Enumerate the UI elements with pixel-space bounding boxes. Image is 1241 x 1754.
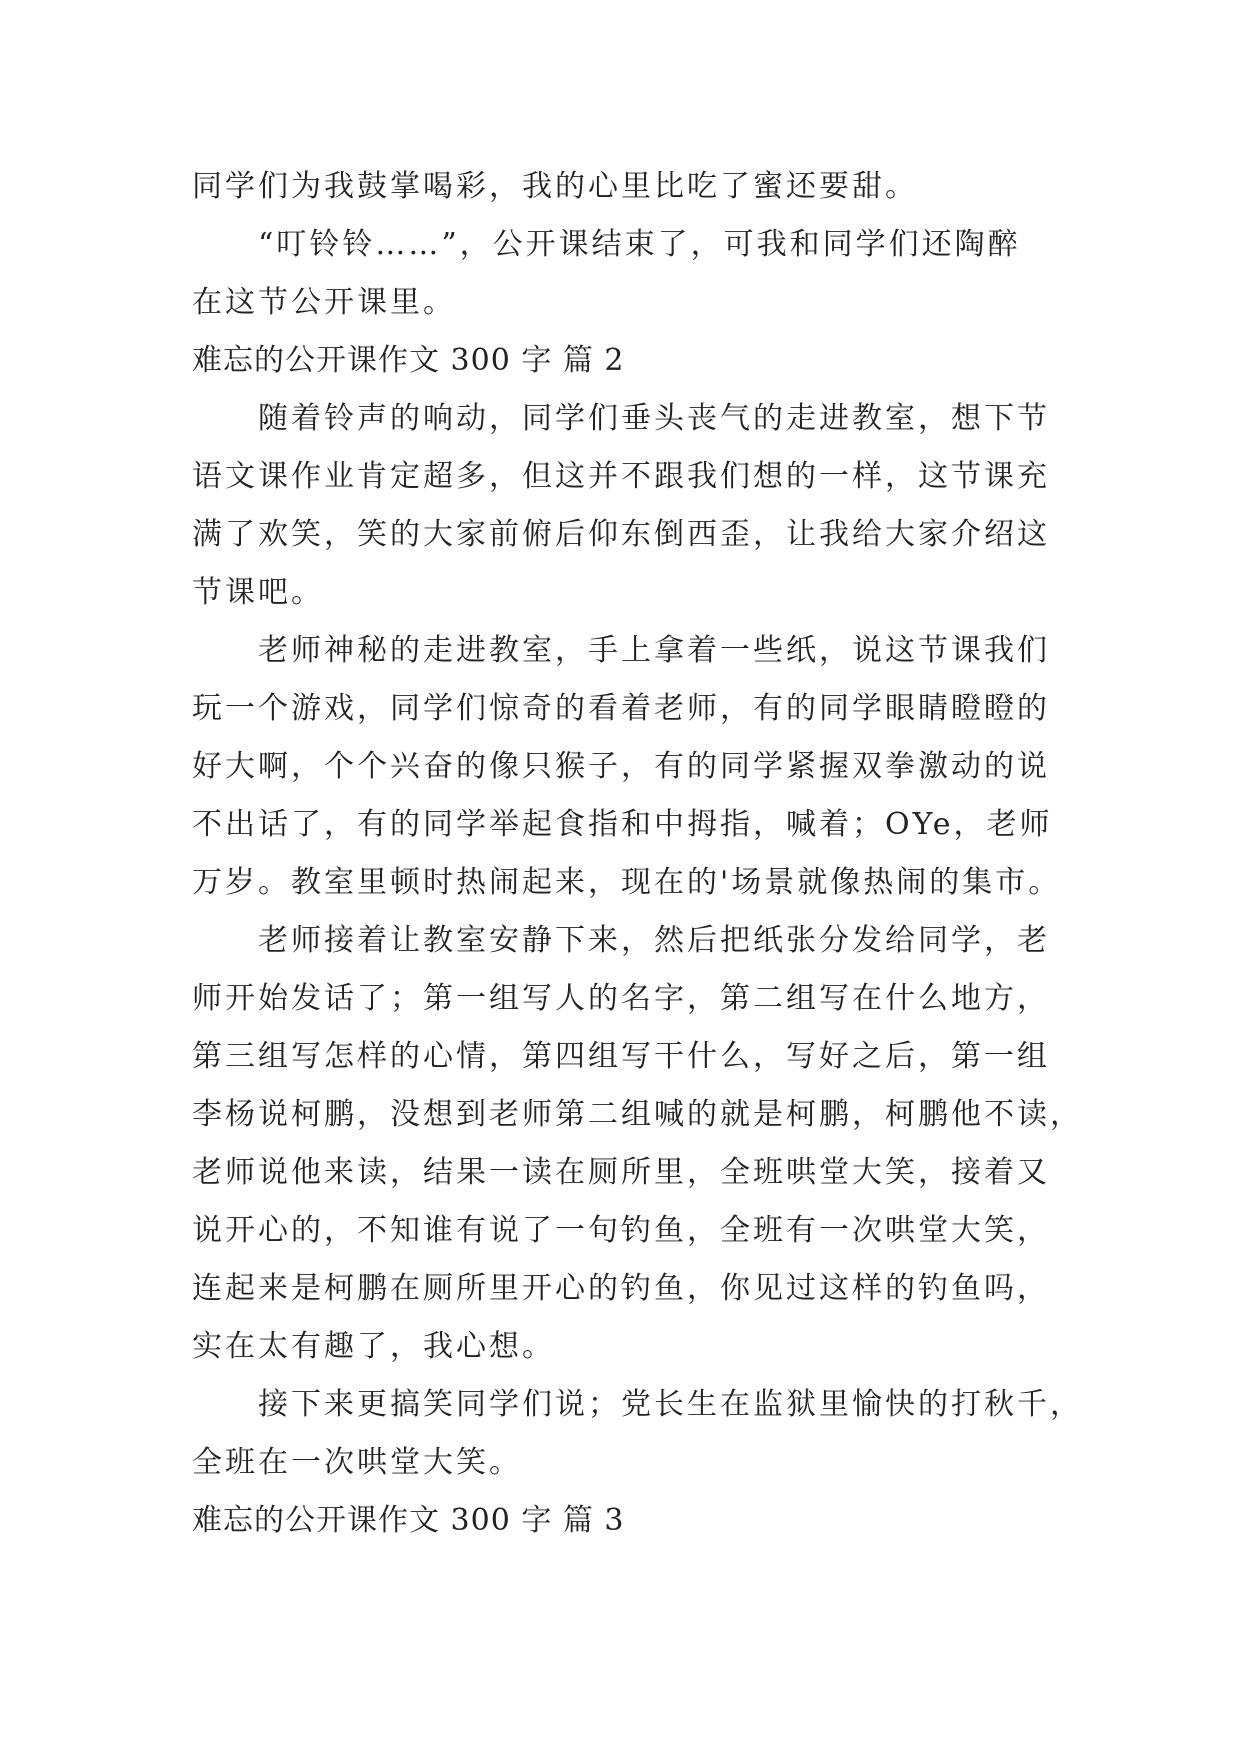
paragraph-line: 接下来更搞笑同学们说；党长生在监狱里愉快的打秋千， xyxy=(258,1387,1083,1422)
paragraph-line: 说开心的，不知谁有说了一句钓鱼，全班有一次哄堂大笑， xyxy=(192,1213,1050,1248)
paragraph-line: 第三组写怎样的心情，第四组写干什么，写好之后，第一组 xyxy=(192,1039,1050,1074)
paragraph-line: 实在太有趣了，我心想。 xyxy=(192,1329,555,1364)
paragraph-line: 老师神秘的走进教室，手上拿着一些纸，说这节课我们 xyxy=(258,633,1050,668)
paragraph-line: 节课吧。 xyxy=(192,575,324,610)
paragraph-line: 好大啊，个个兴奋的像只猴子，有的同学紧握双拳激动的说 xyxy=(192,749,1050,784)
paragraph-line: 在这节公开课里。 xyxy=(192,285,456,320)
paragraph-line: 李杨说柯鹏，没想到老师第二组喊的就是柯鹏，柯鹏他不读， xyxy=(192,1097,1083,1132)
section-heading: 难忘的公开课作文 300 字 篇 3 xyxy=(192,1503,625,1538)
paragraph-line: 随着铃声的响动，同学们垂头丧气的走进教室，想下节 xyxy=(258,401,1050,436)
paragraph-line: 万岁。教室里顿时热闹起来，现在的'场景就像热闹的集市。 xyxy=(192,865,1062,900)
paragraph-line: “叮铃铃……”，公开课结束了，可我和同学们还陶醉 xyxy=(258,227,1021,262)
paragraph-line: 全班在一次哄堂大笑。 xyxy=(192,1445,522,1480)
paragraph-line: 玩一个游戏，同学们惊奇的看着老师，有的同学眼睛瞪瞪的 xyxy=(192,691,1050,726)
paragraph-line: 老师接着让教室安静下来，然后把纸张分发给同学，老 xyxy=(258,923,1050,958)
section-heading: 难忘的公开课作文 300 字 篇 2 xyxy=(192,343,625,378)
document-body xyxy=(192,158,1083,1550)
paragraph-line: 不出话了，有的同学举起食指和中拇指，喊着；OYe，老师 xyxy=(192,807,1053,842)
paragraph-line: 师开始发话了；第一组写人的名字，第二组写在什么地方， xyxy=(192,981,1050,1016)
paragraph-line: 语文课作业肯定超多，但这并不跟我们想的一样，这节课充 xyxy=(192,459,1050,494)
paragraph-line: 老师说他来读，结果一读在厕所里，全班哄堂大笑，接着又 xyxy=(192,1155,1050,1190)
paragraph-line: 满了欢笑，笑的大家前俯后仰东倒西歪，让我给大家介绍这 xyxy=(192,517,1050,552)
paragraph-line: 同学们为我鼓掌喝彩，我的心里比吃了蜜还要甜。 xyxy=(192,169,918,204)
paragraph-line: 连起来是柯鹏在厕所里开心的钓鱼，你见过这样的钓鱼吗， xyxy=(192,1271,1050,1306)
